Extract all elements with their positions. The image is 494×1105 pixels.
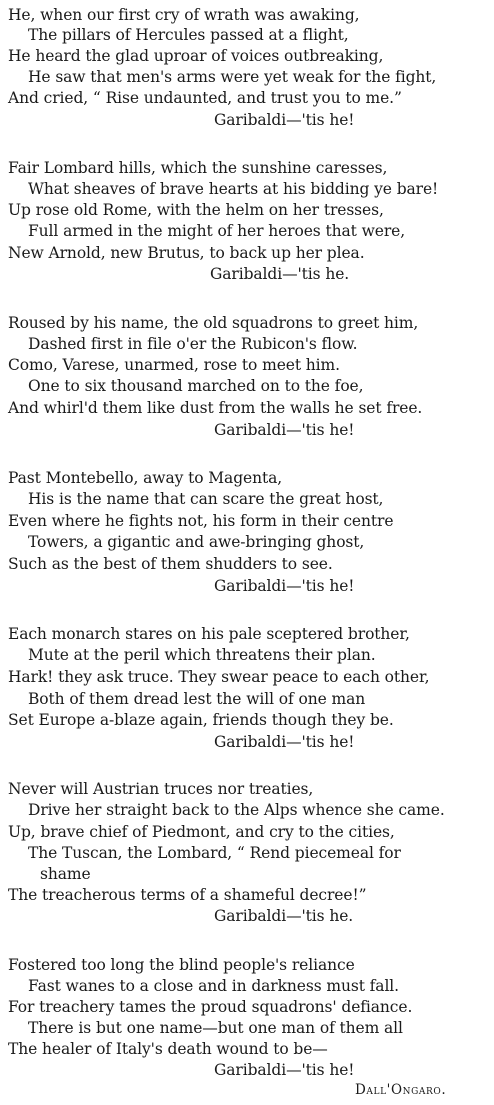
poem-line: shame: [40, 865, 91, 883]
poem-line: Roused by his name, the old squadrons to greet him,: [8, 314, 419, 332]
poem-line: Fair Lombard hills, which the sunshine caresses,: [8, 159, 388, 177]
poem-line: The pillars of Hercules passed at a flight,: [28, 26, 349, 44]
refrain-line: Garibaldi—'tis he.: [210, 265, 350, 283]
poem-line: Each monarch stares on his pale sceptered brother,: [8, 625, 410, 643]
poem-line: Mute at the peril which threatens their plan.: [28, 646, 376, 664]
poem-line: For treachery tames the proud squadrons' defiance.: [8, 998, 413, 1016]
poem-line: Como, Varese, unarmed, rose to meet him.: [8, 356, 340, 374]
poem-line: Both of them dread lest the will of one man: [28, 690, 366, 708]
poem-line: Fostered too long the blind people's reliance: [8, 956, 355, 974]
refrain-line: Garibaldi—'tis he!: [214, 1061, 355, 1079]
poem-line: And whirl'd them like dust from the walls he set free.: [8, 399, 423, 417]
poem-line: The healer of Italy's death wound to be—: [8, 1040, 328, 1058]
poem-line: His is the name that can scare the great host,: [28, 490, 384, 508]
poem-line: He heard the glad uproar of voices outbreaking,: [8, 47, 384, 65]
poem-line: One to six thousand marched on to the foe,: [28, 377, 364, 395]
poem-line: Drive her straight back to the Alps whence she came.: [28, 801, 445, 819]
poem-line: Hark! they ask truce. They swear peace to each other,: [8, 668, 430, 686]
refrain-line: Garibaldi—'tis he.: [214, 907, 354, 925]
poem-line: Fast wanes to a close and in darkness must fall.: [28, 977, 399, 995]
poem-line: He, when our first cry of wrath was awaking,: [8, 6, 360, 24]
poem-line: What sheaves of brave hearts at his bidding ye bare!: [28, 180, 439, 198]
poem-line: Even where he fights not, his form in their centre: [8, 512, 394, 530]
refrain-line: Garibaldi—'tis he!: [214, 733, 355, 751]
poem-line: New Arnold, new Brutus, to back up her plea.: [8, 244, 365, 262]
poem-line: Full armed in the might of her heroes that were,: [28, 222, 406, 240]
poem-line: Never will Austrian truces nor treaties,: [8, 780, 314, 798]
refrain-line: Garibaldi—'tis he!: [214, 577, 355, 595]
poem-line: He saw that men's arms were yet weak for the fight,: [28, 68, 437, 86]
poem-line: And cried, “ Rise undaunted, and trust you to me.”: [8, 89, 402, 107]
poem-line: The treacherous terms of a shameful decree!”: [8, 886, 367, 904]
poem-line: Such as the best of them shudders to see.: [8, 555, 333, 573]
poem-line: There is but one name—but one man of them all: [28, 1019, 403, 1037]
refrain-line: Garibaldi—'tis he!: [214, 111, 355, 129]
poem-line: Up, brave chief of Piedmont, and cry to the cities,: [8, 823, 395, 841]
poem-line: The Tuscan, the Lombard, “ Rend piecemeal for: [28, 844, 401, 862]
poem-line: Up rose old Rome, with the helm on her tresses,: [8, 201, 384, 219]
poem-line: Past Montebello, away to Magenta,: [8, 469, 283, 487]
author-signature: Dall'Ongaro.: [355, 1082, 447, 1098]
poem-line: Dashed first in file o'er the Rubicon's flow.: [28, 335, 358, 353]
poem-line: Set Europe a-blaze again, friends though they be.: [8, 711, 394, 729]
refrain-line: Garibaldi—'tis he!: [214, 421, 355, 439]
poem-line: Towers, a gigantic and awe-bringing ghost,: [28, 533, 365, 551]
